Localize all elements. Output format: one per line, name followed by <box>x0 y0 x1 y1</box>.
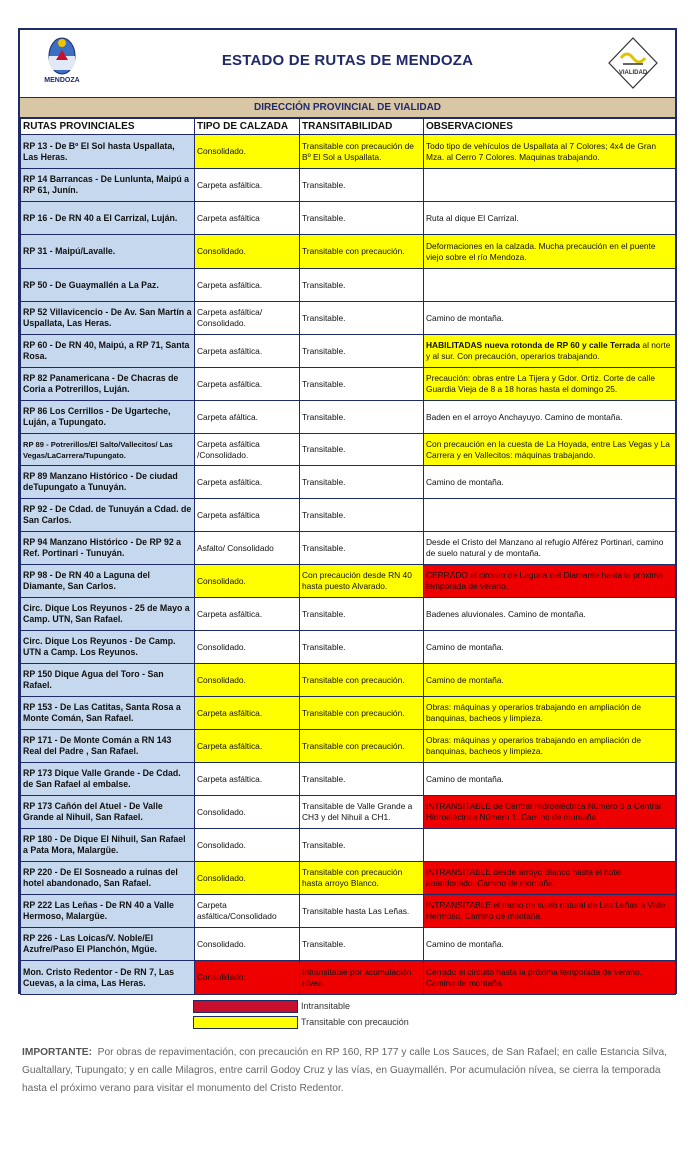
status-cell: Transitable. <box>300 434 424 466</box>
surface-cell: Consolidado. <box>195 862 300 895</box>
observations-cell: Camino de montaña. <box>424 302 676 335</box>
table-row <box>21 796 676 829</box>
table-row <box>21 169 676 202</box>
vialidad-logo <box>607 36 659 90</box>
observations-cell: Camino de montaña. <box>424 631 676 664</box>
observations-text: al norte y al sur. Con precaución, operarios trabajando. <box>426 340 671 361</box>
surface-cell: Carpeta asfáltica. <box>195 169 300 202</box>
status-cell: Transitable. <box>300 631 424 664</box>
table-row <box>21 730 676 763</box>
surface-cell: Consolidado. <box>195 235 300 269</box>
surface-cell: Carpeta asfáltica. <box>195 730 300 763</box>
route-cell: RP 222 Las Leñas - De RN 40 a Valle Hermoso, Malargüe. <box>21 895 195 928</box>
observations-cell: Camino de montaña. <box>424 466 676 499</box>
surface-cell: Consolidado. <box>195 565 300 598</box>
surface-cell: Consolidado. <box>195 135 300 169</box>
legend-label: Intransitable <box>301 1001 351 1011</box>
status-cell: Transitable con precaución. <box>300 235 424 269</box>
logo-left-caption: MENDOZA <box>44 77 80 84</box>
table-row <box>21 466 676 499</box>
observations-cell: Camino de montaña. <box>424 928 676 961</box>
note-text: Por obras de repavimentación, con precaución en RP 160, RP 177 y calle Los Sauces, de San Rafael; en calle Estancia Silva, Gualtallary, Tupungato; y en calle Milagros, entre carril Godoy Cruz y las vías, en Guaymallén. Por acumulación nívea, se cierra la temporada hasta el próximo verano para visitar el monumento del Cristo Redentor. <box>22 1047 667 1094</box>
observations-cell: Camino de montaña. <box>424 763 676 796</box>
route-cell: RP 89 Manzano Histórico - De ciudad deTupungato a Tunuyán. <box>21 466 195 499</box>
table-row <box>21 368 676 401</box>
status-cell: Transitable. <box>300 169 424 202</box>
important-note <box>22 1044 674 1098</box>
surface-cell: Carpeta asfáltica. <box>195 697 300 730</box>
route-cell: RP 220 - De El Sosneado a ruinas del hotel abandonado, San Rafael. <box>21 862 195 895</box>
table-row <box>21 335 676 368</box>
status-cell: Transitable con precaución. <box>300 697 424 730</box>
route-cell: Mon. Cristo Redentor - De RN 7, Las Cuevas, a la cima, Las Heras. <box>21 961 195 995</box>
status-cell: Transitable. <box>300 466 424 499</box>
observations-cell <box>424 829 676 862</box>
observations-cell <box>424 499 676 532</box>
status-cell: Transitable. <box>300 335 424 368</box>
legend-label: Transitable con precaución <box>301 1017 409 1027</box>
vialidad-diamond-icon <box>607 36 659 90</box>
route-cell: RP 86 Los Cerrillos - De Ugarteche, Luján, a Tupungato. <box>21 401 195 434</box>
status-cell: Transitable. <box>300 829 424 862</box>
observations-cell: INTRANSITABLE de Central Hidroeléctrica Número 3 a Central Hidroeléctrica Número 1. Camino de montaña. <box>424 796 676 829</box>
observations-cell <box>424 269 676 302</box>
note-label: IMPORTANTE: <box>22 1047 92 1058</box>
observations-cell: INTRANSITABLE desde arroyo Blanco hasta el hotel abandonado. Camino de montaña. <box>424 862 676 895</box>
surface-cell: Consolidado. <box>195 796 300 829</box>
route-cell: RP 16 - De RN 40 a El Carrizal, Luján. <box>21 202 195 235</box>
route-cell: RP 14 Barrancas - De Lunlunta, Maipú a RP 61, Junín. <box>21 169 195 202</box>
route-cell: RP 92 - De Cdad. de Tunuyán a Cdad. de San Carlos. <box>21 499 195 532</box>
surface-cell: Carpeta asfáltica. <box>195 269 300 302</box>
status-cell: Transitable. <box>300 202 424 235</box>
col-header-obs: OBSERVACIONES <box>424 119 676 135</box>
route-cell: RP 150 Dique Agua del Toro - San Rafael. <box>21 664 195 697</box>
surface-cell: Carpeta asfáltica. <box>195 598 300 631</box>
table-row <box>21 235 676 269</box>
surface-cell: Carpeta asfáltica. <box>195 335 300 368</box>
status-cell: Transitable. <box>300 269 424 302</box>
table-header-row <box>21 119 676 135</box>
route-cell: RP 82 Panamericana - De Chacras de Coria a Potrerillos, Luján. <box>21 368 195 401</box>
observations-cell: Camino de montaña. <box>424 664 676 697</box>
surface-cell: Consolidado. <box>195 961 300 995</box>
table-row <box>21 434 676 466</box>
table-row <box>21 862 676 895</box>
surface-cell: Consolidado. <box>195 664 300 697</box>
surface-cell: Carpeta asfáltica /Consolidado. <box>195 434 300 466</box>
observations-cell <box>424 335 676 368</box>
status-cell: Intransitable por acumulación nívea. <box>300 961 424 995</box>
route-cell: RP 173 Cañón del Atuel - De Valle Grande al Nihuil, San Rafael. <box>21 796 195 829</box>
logo-right-caption: VIALIDAD <box>618 70 648 76</box>
page-title: ESTADO DE RUTAS DE MENDOZA <box>221 52 474 69</box>
table-row <box>21 961 676 995</box>
surface-cell: Carpeta asfáltica. <box>195 466 300 499</box>
status-cell: Con precaución desde RN 40 hasta puesto Alvarado. <box>300 565 424 598</box>
table-row <box>21 532 676 565</box>
observations-cell: Obras: máquinas y operarios trabajando en ampliación de banquinas, bacheos y limpieza. <box>424 730 676 763</box>
surface-cell: Carpeta asfáltica/Consolidado <box>195 895 300 928</box>
observations-cell: Con precaución en la cuesta de La Hoyada, entre Las Vegas y La Carrera y en Vallecitos: máquinas trabajando. <box>424 434 676 466</box>
surface-cell: Carpeta asfáltica <box>195 499 300 532</box>
status-cell: Transitable. <box>300 499 424 532</box>
banner: DIRECCIÓN PROVINCIAL DE VIALIDAD <box>20 97 675 118</box>
status-cell: Transitable. <box>300 368 424 401</box>
legend-swatch-yellow <box>193 1016 298 1029</box>
route-cell: RP 153 - De Las Catitas, Santa Rosa a Monte Comán, San Rafael. <box>21 697 195 730</box>
route-cell: RP 173 Dique Valle Grande - De Cdad. de San Rafael al embalse. <box>21 763 195 796</box>
status-cell: Transitable hasta Las Leñas. <box>300 895 424 928</box>
status-cell: Transitable con precaución hasta arroyo Blanco. <box>300 862 424 895</box>
surface-cell: Carpeta asfáltica <box>195 202 300 235</box>
surface-cell: Carpeta asfáltica/ Consolidado. <box>195 302 300 335</box>
status-cell: Transitable. <box>300 928 424 961</box>
col-header-surface: TIPO DE CALZADA <box>195 119 300 135</box>
table-row <box>21 269 676 302</box>
route-cell: RP 52 Villavicencio - De Av. San Martín a Uspallata, Las Heras. <box>21 302 195 335</box>
surface-cell: Carpeta asfáltica. <box>195 763 300 796</box>
table-row <box>21 697 676 730</box>
observations-cell: Obras: máquinas y operarios trabajando en ampliación de banquinas, bacheos y limpieza. <box>424 697 676 730</box>
table-row <box>21 135 676 169</box>
col-header-route: RUTAS PROVINCIALES <box>21 119 195 135</box>
observations-cell: Ruta al dique El Carrizal. <box>424 202 676 235</box>
table-row <box>21 895 676 928</box>
table-row <box>21 598 676 631</box>
status-cell: Transitable de Valle Grande a CH3 y del Nihuil a CH1. <box>300 796 424 829</box>
route-cell: RP 98 - De RN 40 a Laguna del Diamante, San Carlos. <box>21 565 195 598</box>
observations-cell: INTRANSITABLE el tramo de suelo natural de Las Leñas a Valle Hermoso. Camino de montaña. <box>424 895 676 928</box>
observations-cell: Badenes aluvionales. Camino de montaña. <box>424 598 676 631</box>
surface-cell: Consolidado. <box>195 631 300 664</box>
table-row <box>21 565 676 598</box>
route-cell: RP 50 - De Guaymallén a La Paz. <box>21 269 195 302</box>
observations-cell: Todo tipo de vehículos de Uspallata al 7 Colores; 4x4 de Gran Mza. al Cerro 7 Colores. Maquinas trabajando. <box>424 135 676 169</box>
routes-table <box>20 118 676 995</box>
surface-cell: Carpeta asfáltica. <box>195 368 300 401</box>
route-cell: RP 226 - Las Loicas/V. Noble/El Azufre/Paso El Planchón, Mgüe. <box>21 928 195 961</box>
surface-cell: Carpeta afáltica. <box>195 401 300 434</box>
table-row <box>21 928 676 961</box>
report-frame <box>18 28 677 994</box>
status-cell: Transitable. <box>300 401 424 434</box>
observations-cell: CERRADO el circuito de Laguna del Diamante hasta la próxima temporada de verano. <box>424 565 676 598</box>
status-cell: Transitable con precaución. <box>300 664 424 697</box>
status-cell: Transitable. <box>300 598 424 631</box>
observations-cell: Baden en el arroyo Anchayuyo. Camino de montaña. <box>424 401 676 434</box>
route-cell: Circ. Dique Los Reyunos - 25 de Mayo a Camp. UTN, San Rafael. <box>21 598 195 631</box>
col-header-status: TRANSITABILIDAD <box>300 119 424 135</box>
table-row <box>21 499 676 532</box>
legend-swatch-red <box>193 1000 298 1013</box>
table-row <box>21 302 676 335</box>
route-cell: RP 94 Manzano Histórico - De RP 92 a Ref. Portinari - Tunuyán. <box>21 532 195 565</box>
table-row <box>21 401 676 434</box>
table-row <box>21 829 676 862</box>
surface-cell: Consolidado. <box>195 829 300 862</box>
observations-cell: Deformaciones en la calzada. Mucha precaución en el puente viejo sobre el río Mendoza. <box>424 235 676 269</box>
status-cell: Transitable. <box>300 302 424 335</box>
status-cell: Transitable. <box>300 763 424 796</box>
observations-highlight: HABILITADAS nueva rotonda de RP 60 y calle Terrada <box>426 340 641 350</box>
header <box>20 30 675 96</box>
observations-cell: Cerrado el circuito hasta la próxima temporada de verano. Camino de montaña. <box>424 961 676 995</box>
table-row <box>21 631 676 664</box>
observations-cell: Precaución: obras entre La Tijera y Gdor. Ortiz. Corte de calle Guardia Vieja de 8 a 18 horas hasta el domingo 25. <box>424 368 676 401</box>
observations-cell <box>424 169 676 202</box>
route-cell: RP 89 - Potrerillos/El Salto/Vallecitos/ Las Vegas/LaCarrera/Tupungato. <box>21 434 195 466</box>
status-cell: Transitable con precaución de Bº El Sol a Uspallata. <box>300 135 424 169</box>
status-cell: Transitable. <box>300 532 424 565</box>
route-cell: RP 13 - De Bº El Sol hasta Uspallata, Las Heras. <box>21 135 195 169</box>
table-row <box>21 202 676 235</box>
table-row <box>21 664 676 697</box>
route-cell: RP 180 - De Dique El Nihuil, San Rafael a Pata Mora, Malargüe. <box>21 829 195 862</box>
status-cell: Transitable con precaución. <box>300 730 424 763</box>
route-cell: RP 60 - De RN 40, Maipú, a RP 71, Santa Rosa. <box>21 335 195 368</box>
table-row <box>21 763 676 796</box>
route-cell: RP 171 - De Monte Comán a RN 143 Real del Padre , San Rafael. <box>21 730 195 763</box>
observations-cell: Desde el Cristo del Manzano al refugio Alférez Portinari, camino de suelo natural y de montaña. <box>424 532 676 565</box>
surface-cell: Consolidado. <box>195 928 300 961</box>
route-cell: Circ. Dique Los Reyunos - De Camp. UTN a Camp. Los Reyunos. <box>21 631 195 664</box>
route-cell: RP 31 - Maipú/Lavalle. <box>21 235 195 269</box>
surface-cell: Asfalto/ Consolidado <box>195 532 300 565</box>
